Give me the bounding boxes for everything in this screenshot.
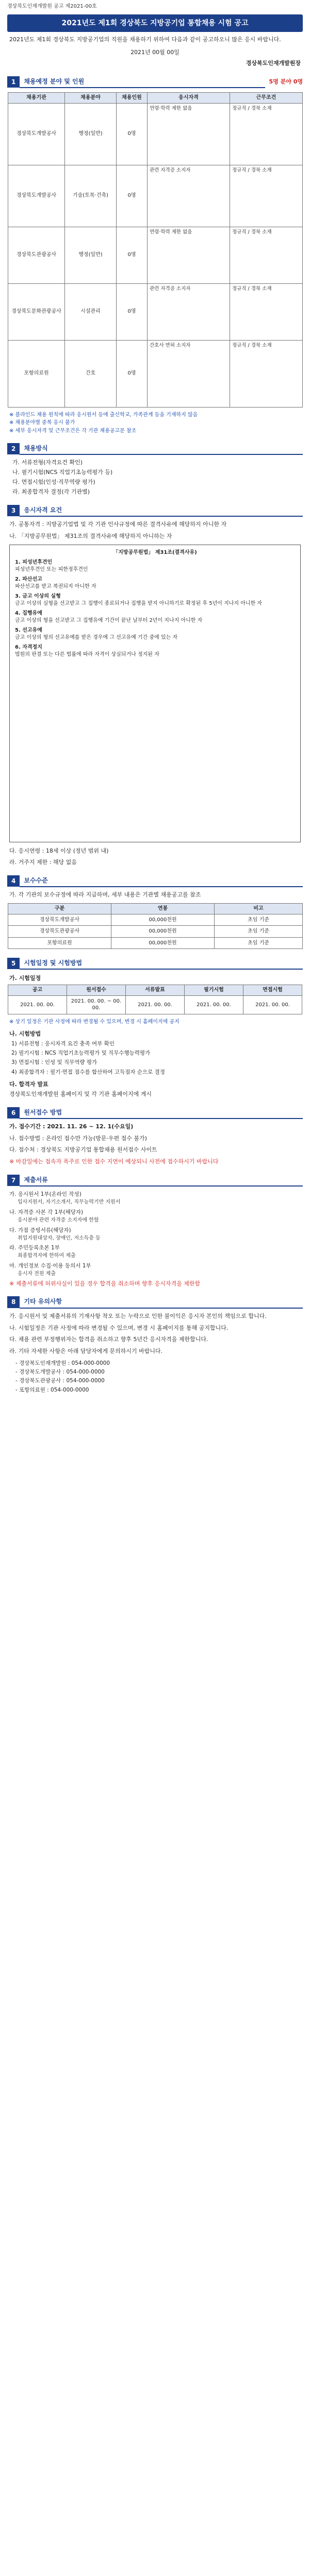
cell-cond: 정규직 / 경북 소재 [230, 165, 303, 227]
cell-field: 기술(토목·건축) [65, 165, 117, 227]
article-title: 3. 금고 이상의 실형 [15, 594, 61, 600]
article-item [15, 610, 295, 624]
article-item [15, 627, 295, 641]
section-title: 기타 유의사항 [20, 1296, 303, 1308]
cell-qual: 연령·학력 제한 없음 [148, 103, 230, 165]
table-row [8, 283, 303, 340]
contact-line: - 경상북도인재개발원 : 054-000-0000 [15, 1360, 110, 1367]
note-line: ※ 세부 응시자격 및 근무조건은 각 기관 채용공고문 참조 [9, 428, 137, 434]
doc-title: 2021년도 제1회 경상북도 지방공기업 통합채용 시험 공고 [7, 14, 303, 32]
intro-text: 2021년도 제1회 경상북도 지방공기업의 직원을 채용하기 위하여 다음과 같이 공고하오니 많은 응시 바랍니다. [9, 36, 281, 43]
note-line: ※ 채용분야별 중복 응시 불가 [9, 420, 75, 426]
apply-place: 다. 접수처 : 경상북도 지방공기업 통합채용 원서접수 사이트 [9, 1146, 157, 1154]
announce-para: 경상북도인재개발원 홈페이지 및 각 기관 홈페이지에 게시 [9, 1090, 152, 1097]
issuer: 경상북도인재개발원장 [246, 60, 301, 67]
section-title: 응시자격 요건 [20, 504, 303, 517]
apply-warning: ※ 마감일에는 접속자 폭주로 인한 접수 지연이 예상되니 사전에 접수하시기 바랍니다 [9, 1158, 219, 1165]
article-item [15, 559, 295, 573]
cell-type: 포항의료원 [8, 937, 111, 949]
misc-para: 가. 응시원서 및 제출서류의 기재사항 착오 또는 누락으로 인한 불이익은 응시자 본인의 책임으로 합니다. [9, 1312, 267, 1319]
footer-spacer [0, 1398, 310, 1418]
cell-count: 0명 [117, 165, 148, 227]
cell-note: 초임 기준 [215, 926, 303, 938]
table-row [8, 165, 303, 227]
section-number: 3 [7, 505, 20, 516]
article-title: 1. 피성년후견인 [15, 560, 53, 566]
article-body: 파산선고를 받고 복권되지 아니한 자 [15, 583, 96, 589]
table-row [8, 926, 303, 938]
table-header-row [8, 93, 303, 104]
table-header-row [8, 904, 303, 914]
section-number: 4 [7, 875, 20, 887]
doc-item [9, 1262, 301, 1278]
table-row [8, 914, 303, 926]
article-title: 5. 선고유예 [15, 628, 42, 634]
col-header: 공고 [8, 985, 67, 996]
doc-number: 경상북도인재개발원 공고 제2021-00호 [7, 4, 97, 9]
section-number: 6 [7, 1107, 20, 1118]
section-number: 2 [7, 443, 20, 454]
article-body: 금고 이상의 형을 선고받고 그 집행유예 기간이 끝난 날부터 2년이 지나지 아니한 자 [15, 617, 203, 623]
cell-cond: 정규직 / 경북 소재 [230, 283, 303, 340]
cell-qual: 관련 자격증 소지자 [148, 165, 230, 227]
contact-line: - 경상북도개발공사 : 054-000-0000 [15, 1369, 105, 1376]
qual-para: 다. 응시연령 : 18세 이상 (정년 범위 내) [9, 847, 109, 854]
section-2-heading [7, 443, 303, 455]
cell-note: 초임 기준 [215, 914, 303, 926]
section-subtitle: 5명 분야 0명 [269, 78, 303, 85]
cell-cond: 정규직 / 경북 소재 [230, 103, 303, 165]
box-title: 「지방공무원법」 제31조(결격사유) [113, 549, 197, 555]
col-header: 서류발표 [126, 985, 185, 996]
list-item: 나. 필기시험(NCS 직업기초능력평가 등) [12, 469, 113, 476]
col-header: 면접시험 [243, 985, 302, 996]
doc-item [9, 1244, 301, 1260]
list-item: 다. 면접시험(인성·직무역량 평가) [12, 478, 95, 485]
cell-field: 간호 [65, 340, 117, 407]
contact-line: - 포항의료원 : 054-000-0000 [15, 1386, 89, 1393]
doc-item-main: 가. 응시원서 1부(온라인 작성) [9, 1191, 81, 1198]
step-item: 2) 필기시험 : NCS 직업기초능력평가 및 직무수행능력평가 [11, 1050, 151, 1057]
cell-qual: 간호사 면허 소지자 [148, 340, 230, 407]
cell-count: 0명 [117, 283, 148, 340]
cell-type: 경상북도관광공사 [8, 926, 111, 938]
col-header: 원서접수 [67, 985, 126, 996]
doc-item-sub: 입사지원서, 자기소개서, 직무능력기반 지원서 [18, 1199, 121, 1206]
doc-item-sub: 응시분야 관련 자격증 소지자에 한함 [18, 1217, 99, 1224]
step-item: 4) 최종합격자 : 필기·면접 점수를 합산하여 고득점자 순으로 결정 [11, 1069, 165, 1075]
cell-pay: 00,000천원 [111, 914, 215, 926]
subsection-title: 다. 합격자 발표 [9, 1080, 48, 1088]
doc-item-main: 라. 주민등록초본 1부 [9, 1245, 60, 1251]
apply-period: 가. 접수기간 : 2021. 11. 26 ~ 12. 1(수요일) [9, 1123, 134, 1130]
intro-date: 2021년 00월 00일 [130, 49, 180, 56]
misc-para: 라. 기타 자세한 사항은 아래 담당자에게 문의하시기 바랍니다. [9, 1348, 163, 1355]
col-header: 연봉 [111, 904, 215, 914]
cell-cond: 정규직 / 경북 소재 [230, 227, 303, 283]
cell-note: 초임 기준 [215, 937, 303, 949]
article-body: 금고 이상의 실형을 선고받고 그 집행이 종료되거나 집행을 받지 아니하기로 확정된 후 5년이 지나지 아니한 자 [15, 600, 263, 606]
col-header: 응시자격 [148, 93, 230, 104]
article-body: 법원의 판결 또는 다른 법률에 따라 자격이 상실되거나 정지된 자 [15, 651, 159, 657]
doc-item-sub: 응시자 전원 제출 [18, 1271, 56, 1277]
article-item [15, 576, 295, 590]
schedule-cell: 2021. 00. 00. [243, 995, 302, 1014]
doc-item-main: 나. 자격증 사본 각 1부(해당자) [9, 1209, 84, 1215]
recruit-notes [9, 412, 301, 435]
doc-item-sub: 최종합격자에 한하여 제출 [18, 1253, 76, 1259]
section-number: 5 [7, 958, 20, 969]
article-body: 피성년후견인 또는 피한정후견인 [15, 566, 88, 572]
doc-item [9, 1209, 301, 1224]
doc-item-sub: 취업지원대상자, 장애인, 저소득층 등 [18, 1235, 101, 1241]
article-title: 4. 집행유예 [15, 611, 42, 617]
article-item [15, 593, 295, 607]
section-number: 8 [7, 1296, 20, 1308]
schedule-cell: 2021. 00. 00. ~ 00. 00. [67, 995, 126, 1014]
section-title: 채용예정 분야 및 인원 [20, 76, 265, 88]
section-title: 보수수준 [20, 875, 303, 887]
cell-count: 0명 [117, 103, 148, 165]
col-header: 구분 [8, 904, 111, 914]
schedule-table [8, 985, 302, 1014]
misc-para: 나. 시험일정은 기관 사정에 따라 변경될 수 있으며, 변경 시 홈페이지를 통해 공지합니다. [9, 1324, 229, 1331]
qual-para: 나. 「지방공무원법」 제31조의 결격사유에 해당하지 아니하는 자 [9, 532, 172, 539]
col-header: 비고 [215, 904, 303, 914]
cell-field: 시설관리 [65, 283, 117, 340]
table-row [8, 227, 303, 283]
col-header: 채용기관 [8, 93, 65, 104]
article-body: 금고 이상의 형의 선고유예를 받은 경우에 그 선고유예 기간 중에 있는 자 [15, 634, 178, 640]
schedule-cell: 2021. 00. 00. [126, 995, 185, 1014]
step-item: 3) 면접시험 : 인성 및 직무역량 평가 [11, 1059, 97, 1066]
article-title: 2. 파산선고 [15, 577, 42, 583]
contact-line: - 경상북도관광공사 : 054-000-0000 [15, 1378, 105, 1384]
cell-field: 행정(일반) [65, 103, 117, 165]
col-header: 필기시험 [185, 985, 243, 996]
cell-agency: 경상북도개발공사 [8, 165, 65, 227]
apply-method: 나. 접수방법 : 온라인 접수만 가능(방문·우편 접수 불가) [9, 1134, 147, 1142]
cell-pay: 00,000천원 [111, 926, 215, 938]
section-number: 7 [7, 1175, 20, 1186]
section-title: 채용방식 [20, 443, 303, 455]
schedule-cell: 2021. 00. 00. [8, 995, 67, 1014]
table-row [8, 937, 303, 949]
table-row [8, 103, 303, 165]
exam-steps [11, 1040, 299, 1076]
section-title: 원서접수 방법 [20, 1107, 303, 1119]
cell-agency: 포항의료원 [8, 340, 65, 407]
section-title: 시험일정 및 시험방법 [20, 957, 303, 970]
method-list [12, 459, 298, 496]
qual-para: 가. 공통자격 : 지방공기업법 및 각 기관 인사규정에 따른 결격사유에 해당하지 아니한 자 [9, 520, 227, 528]
table-row [8, 340, 303, 407]
cell-agency: 경상북도문화관광공사 [8, 283, 65, 340]
note-line: ※ 블라인드 채용 원칙에 따라 응시원서 등에 출신학교, 가족관계 등을 기재하지 않음 [9, 412, 198, 418]
cell-agency: 경상북도개발공사 [8, 103, 65, 165]
cell-count: 0명 [117, 227, 148, 283]
section-5-heading [7, 957, 303, 970]
section-1-heading [7, 76, 303, 88]
docs-warning: ※ 제출서류에 허위사실이 있을 경우 합격을 취소하며 향후 응시자격을 제한함 [9, 1280, 201, 1287]
col-header: 채용인원 [117, 93, 148, 104]
cell-agency: 경상북도관광공사 [8, 227, 65, 283]
section-3-heading [7, 504, 303, 517]
step-item: 1) 서류전형 : 응시자격 요건 충족 여부 확인 [11, 1041, 115, 1047]
cell-qual: 연령·학력 제한 없음 [148, 227, 230, 283]
list-item: 가. 서류전형(자격요건 확인) [12, 459, 83, 466]
schedule-note: ※ 상기 일정은 기관 사정에 따라 변경될 수 있으며, 변경 시 홈페이지에 공지 [9, 1019, 180, 1025]
recruit-table [8, 92, 303, 408]
cell-cond: 정규직 / 경북 소재 [230, 340, 303, 407]
list-item: 라. 최종합격자 결정(각 기관별) [12, 488, 90, 495]
section-number: 1 [7, 76, 20, 88]
col-header: 채용분야 [65, 93, 117, 104]
doc-item [9, 1227, 301, 1242]
contact-list [15, 1360, 295, 1394]
section-7-heading [7, 1174, 303, 1187]
schedule-cell: 2021. 00. 00. [185, 995, 243, 1014]
table-header-row [8, 985, 302, 996]
section-4-heading [7, 875, 303, 887]
cell-count: 0명 [117, 340, 148, 407]
section-6-heading [7, 1107, 303, 1119]
subsection-title: 가. 시험일정 [9, 975, 41, 982]
misc-para: 다. 채용 관련 부정행위자는 합격을 취소하고 향후 5년간 응시자격을 제한합니다. [9, 1336, 208, 1343]
subsection-title: 나. 시험방법 [9, 1030, 41, 1038]
doc-item [9, 1191, 301, 1206]
cell-type: 경상북도개발공사 [8, 914, 111, 926]
qual-para: 라. 거주지 제한 : 해당 없음 [9, 859, 77, 866]
col-header: 근무조건 [230, 93, 303, 104]
cell-pay: 00,000천원 [111, 937, 215, 949]
article-title: 6. 자격정지 [15, 645, 42, 651]
section-8-heading [7, 1296, 303, 1308]
doc-item-main: 마. 개인정보 수집·이용 동의서 1부 [9, 1262, 91, 1269]
table-row [8, 995, 302, 1014]
disqualification-box [9, 545, 301, 842]
cell-field: 행정(일반) [65, 227, 117, 283]
section-title: 제출서류 [20, 1174, 303, 1187]
doc-item-main: 다. 가점 증빙서류(해당자) [9, 1227, 71, 1233]
cell-qual: 관련 자격증 소지자 [148, 283, 230, 340]
pay-table [8, 903, 303, 949]
article-item [15, 644, 295, 658]
pay-para: 가. 각 기관의 보수규정에 따라 지급하며, 세부 내용은 기관별 채용공고를 참조 [9, 891, 201, 899]
